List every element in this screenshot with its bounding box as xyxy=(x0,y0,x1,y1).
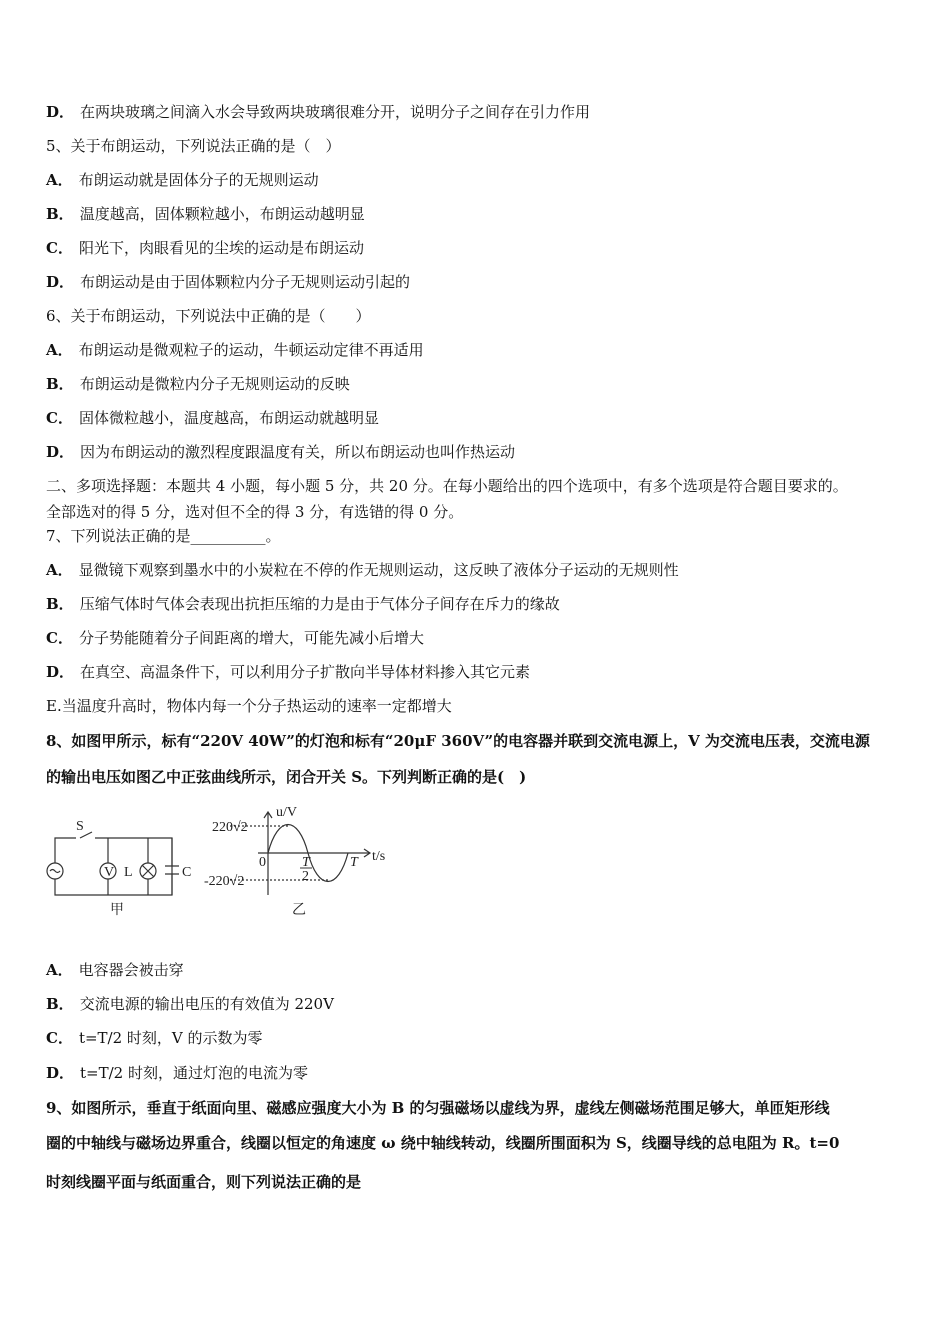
option-label: A． xyxy=(46,341,73,359)
text-line xyxy=(46,502,463,522)
line-text: 的输出电压如图乙中正弦曲线所示，闭合开关 S。下列判断正确的是( ) xyxy=(46,768,527,786)
text-line xyxy=(46,204,365,224)
min-voltage-label: -220√2 xyxy=(204,874,245,889)
option-label: C． xyxy=(46,409,73,427)
y-axis-label: u/V xyxy=(276,805,297,820)
line-text: 6、关于布朗运动，下列说法中正确的是（ ） xyxy=(46,307,371,325)
line-text: 分子势能随着分子间距离的增大，可能先减小后增大 xyxy=(78,629,424,647)
option-label: C． xyxy=(46,629,73,647)
caption-jia: 甲 xyxy=(110,903,124,918)
line-text: 压缩气体时气体会表现出抗拒压缩的力是由于气体分子间存在斥力的缘故 xyxy=(79,595,560,613)
period-label: T xyxy=(350,855,358,870)
line-text: 电容器会被击穿 xyxy=(78,961,184,979)
capacitor-label: C xyxy=(182,865,192,880)
line-text: t=T/2 时刻，V 的示数为零 xyxy=(78,1029,263,1047)
text-line xyxy=(46,1028,263,1048)
text-line xyxy=(46,272,410,292)
text-line xyxy=(46,1098,830,1118)
text-line xyxy=(46,696,452,716)
voltmeter-label: V xyxy=(104,865,115,880)
line-text: 交流电源的输出电压的有效值为 220V xyxy=(79,995,334,1013)
line-text: 布朗运动是微观粒子的运动，牛顿运动定律不再适用 xyxy=(78,341,424,359)
text-line xyxy=(46,594,560,614)
option-label: D． xyxy=(46,103,75,121)
option-label: C． xyxy=(46,1029,73,1047)
text-line xyxy=(46,306,371,326)
text-line xyxy=(46,960,184,980)
text-line xyxy=(46,476,848,496)
text-line xyxy=(46,767,526,787)
line-text: 布朗运动是微粒内分子无规则运动的反映 xyxy=(79,375,350,393)
option-label: C． xyxy=(46,239,73,257)
line-text: 时刻线圈平面与纸面重合，则下列说法正确的是 xyxy=(46,1173,362,1191)
option-label: A． xyxy=(46,961,73,979)
text-line xyxy=(46,408,379,428)
text-line xyxy=(46,628,424,648)
text-line xyxy=(46,442,515,462)
line-text: 在真空、高温条件下，可以利用分子扩散向半导体材料掺入其它元素 xyxy=(80,663,531,681)
line-text: 固体微粒越小，温度越高，布朗运动就越明显 xyxy=(78,409,379,427)
text-line xyxy=(46,560,679,580)
line-text: 9、如图所示，垂直于纸面向里、磁感应强度大小为 B 的匀强磁场以虚线为界，虚线左侧磁场范围足够大，单匝矩形线 xyxy=(46,1099,830,1117)
half-period-numerator: T xyxy=(302,855,310,870)
option-label: B． xyxy=(46,595,74,613)
text-line xyxy=(46,1172,361,1192)
line-text: 全部选对的得 5 分，选对但不全的得 3 分，有选错的得 0 分。 xyxy=(46,503,464,521)
text-line xyxy=(46,1063,308,1083)
text-line xyxy=(46,170,319,190)
line-text: t=T/2 时刻，通过灯泡的电流为零 xyxy=(80,1064,308,1082)
text-line xyxy=(46,340,424,360)
text-line xyxy=(46,1133,839,1153)
text-line xyxy=(46,136,341,156)
text-line xyxy=(46,526,281,546)
lamp-label: L xyxy=(124,865,133,880)
option-label: B． xyxy=(46,205,74,223)
text-line xyxy=(46,238,364,258)
option-label: B． xyxy=(46,995,74,1013)
text-line xyxy=(46,374,350,394)
half-period-denominator: 2 xyxy=(302,869,309,884)
text-line xyxy=(46,994,334,1014)
line-text: 在两块玻璃之间滴入水会导致两块玻璃很难分开，说明分子之间存在引力作用 xyxy=(80,103,591,121)
option-label: D． xyxy=(46,273,75,291)
origin-label: 0 xyxy=(259,855,266,870)
line-text: 圈的中轴线与磁场边界重合，线圈以恒定的角速度 ω 绕中轴线转动，线圈所围面积为 S，线圈导线的总电阻为 R。t=0 xyxy=(46,1134,840,1152)
line-text: E.当温度升高时，物体内每一个分子热运动的速率一定都增大 xyxy=(46,697,452,715)
line-text: 温度越高，固体颗粒越小，布朗运动越明显 xyxy=(79,205,365,223)
circuit-and-waveform-figure xyxy=(40,800,400,930)
switch-label: S xyxy=(76,819,84,834)
line-text: 7、下列说法正确的是__________。 xyxy=(46,527,281,545)
option-label: D． xyxy=(46,663,75,681)
text-line xyxy=(46,102,590,122)
max-voltage-label: 220√2 xyxy=(212,820,248,835)
x-axis-label: t/s xyxy=(372,849,386,864)
option-label: B． xyxy=(46,375,74,393)
option-label: D． xyxy=(46,443,75,461)
option-label: A． xyxy=(46,561,73,579)
line-text: 因为布朗运动的激烈程度跟温度有关，所以布朗运动也叫作热运动 xyxy=(80,443,516,461)
line-text: 显微镜下观察到墨水中的小炭粒在不停的作无规则运动，这反映了液体分子运动的无规则性 xyxy=(78,561,679,579)
circuit-diagram xyxy=(47,832,179,895)
line-text: 5、关于布朗运动，下列说法正确的是（ ） xyxy=(46,137,341,155)
text-line xyxy=(46,662,530,682)
line-text: 二、多项选择题：本题共 4 小题，每小题 5 分，共 20 分。在每小题给出的四个选项中，有多个选项是符合题目要求的。 xyxy=(46,477,848,495)
text-line xyxy=(46,731,870,751)
option-label: D． xyxy=(46,1064,75,1082)
line-text: 阳光下，肉眼看见的尘埃的运动是布朗运动 xyxy=(78,239,364,257)
line-text: 布朗运动是由于固体颗粒内分子无规则运动引起的 xyxy=(80,273,411,291)
caption-yi: 乙 xyxy=(292,903,306,918)
option-label: A． xyxy=(46,171,73,189)
line-text: 布朗运动就是固体分子的无规则运动 xyxy=(78,171,319,189)
line-text: 8、如图甲所示，标有“220V 40W”的灯泡和标有“20μF 360V”的电容器并联到交流电源上，V 为交流电压表，交流电源 xyxy=(46,732,870,750)
waveform-graph xyxy=(230,812,370,895)
